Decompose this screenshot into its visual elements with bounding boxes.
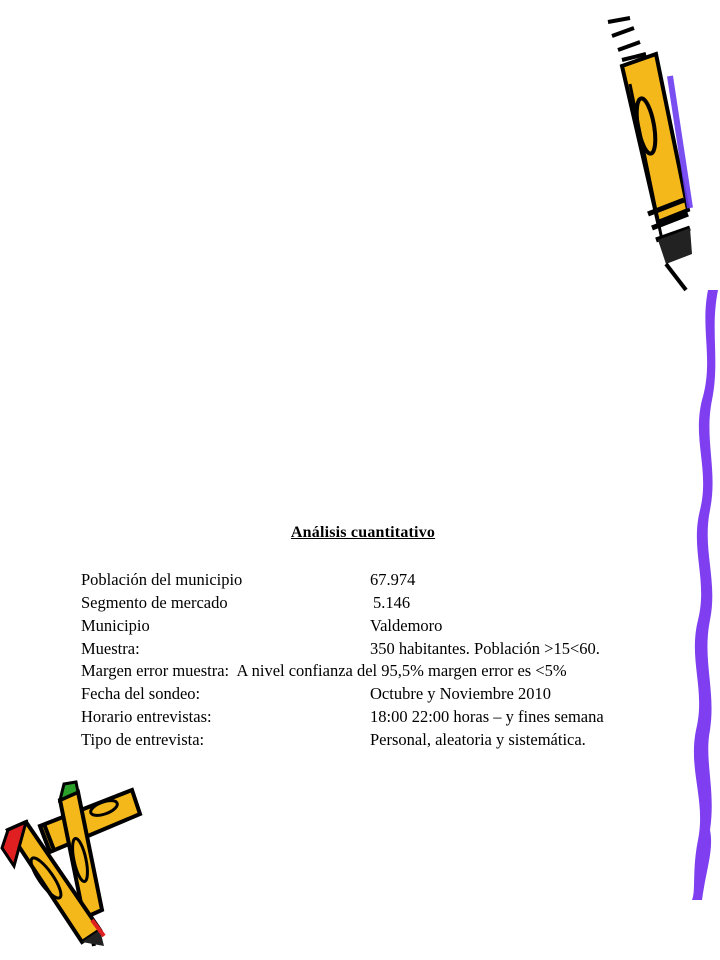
row-label: Horario entrevistas: <box>81 707 212 726</box>
row-value: Octubre y Noviembre 2010 <box>370 684 551 703</box>
row-label: Tipo de entrevista: <box>81 730 205 749</box>
row-value: Personal, aleatoria y sistemática. <box>370 730 586 749</box>
row-label: Margen error muestra: A nivel confianza del 95,5% margen error es <5% <box>81 661 567 680</box>
row-value: 5.146 <box>373 593 411 612</box>
crossed-pencils-clipart <box>0 770 150 950</box>
row-value: 18:00 22:00 horas – y fines semana <box>370 707 604 726</box>
row-label: Segmento de mercado <box>81 593 228 612</box>
row-margen-error <box>81 661 567 683</box>
row-value: Valdemoro <box>370 616 443 635</box>
row-label: Muestra: <box>81 639 140 658</box>
row-label: Municipio <box>81 616 150 635</box>
row-label: Población del municipio <box>81 570 243 589</box>
purple-wavy-border <box>680 290 720 900</box>
pencil-clipart <box>600 14 700 294</box>
document-title: Análisis cuantitativo <box>290 524 436 541</box>
row-value: 350 habitantes. Población >15<60. <box>370 639 600 658</box>
row-label: Fecha del sondeo: <box>81 684 201 703</box>
row-value: 67.974 <box>370 570 416 589</box>
